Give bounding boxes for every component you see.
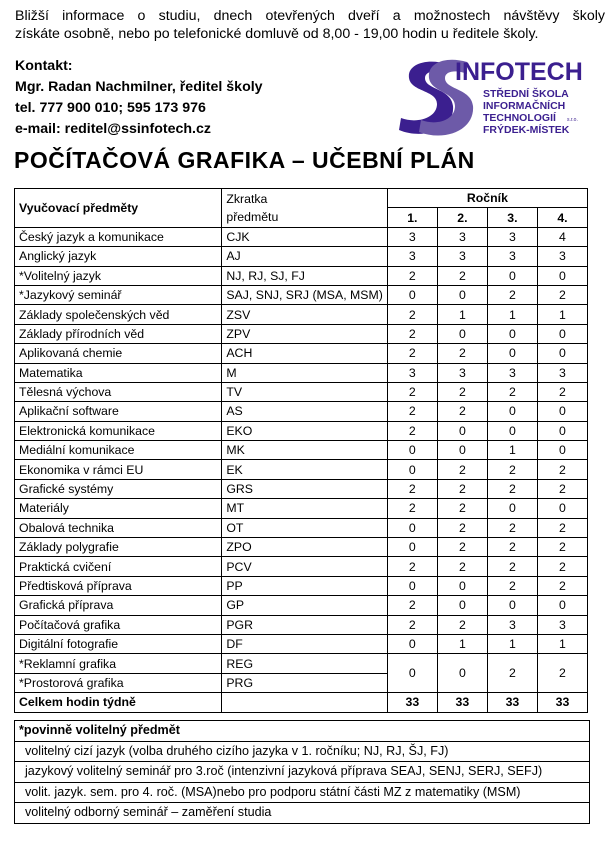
table-row (15, 596, 588, 615)
table-row (15, 324, 588, 343)
table-row (15, 576, 588, 595)
year-4-hours: 0 (537, 402, 587, 421)
year-4-hours: 2 (537, 460, 587, 479)
subject-name: *Prostorová grafika (15, 673, 222, 692)
page-title: POČÍTAČOVÁ GRAFIKA – UČEBNÍ PLÁN (14, 147, 475, 173)
subject-abbr: TV (222, 382, 387, 401)
year-1-hours: 2 (387, 479, 437, 498)
table-row (15, 266, 588, 285)
year-1-hours: 2 (387, 266, 437, 285)
subject-name: Digitální fotografie (15, 634, 222, 653)
table-row-merged-1 (15, 654, 588, 673)
subject-name: Základy společenských věd (15, 305, 222, 324)
subject-name: Matematika (15, 363, 222, 382)
subject-name: Materiály (15, 499, 222, 518)
subject-name: Základy přírodních věd (15, 324, 222, 343)
subject-abbr: GP (222, 596, 387, 615)
logo-suffix: s.r.o. (567, 117, 578, 123)
year-2-hours: 0 (437, 421, 487, 440)
year-2-hours: 2 (437, 499, 487, 518)
year-3-hours: 2 (487, 285, 537, 304)
curriculum-table (14, 188, 588, 713)
table-row (15, 557, 588, 576)
subject-abbr: ZSV (222, 305, 387, 324)
year-4-hours: 0 (537, 324, 587, 343)
year-2-hours: 2 (437, 382, 487, 401)
table-header-row (15, 189, 588, 208)
header-abbr-line-1: Zkratka (226, 191, 268, 206)
total-year-4: 33 (537, 693, 587, 712)
table-row (15, 421, 588, 440)
subject-name: *Reklamní grafika (15, 654, 222, 673)
table-row (15, 363, 588, 382)
year-4-hours: 2 (537, 557, 587, 576)
table-row (15, 285, 588, 304)
logo-brand: INFOTECH (455, 58, 583, 86)
table-row (15, 518, 588, 537)
year-4-hours: 0 (537, 344, 587, 363)
subject-abbr: ACH (222, 344, 387, 363)
year-4-hours: 4 (537, 227, 587, 246)
year-1-hours: 2 (387, 596, 437, 615)
year-3-hours: 1 (487, 634, 537, 653)
subject-abbr: NJ, RJ, SJ, FJ (222, 266, 387, 285)
table-row (15, 382, 588, 401)
subject-name: Anglický jazyk (15, 247, 222, 266)
year-1-hours: 2 (387, 344, 437, 363)
header-year-4: 4. (537, 208, 587, 227)
subject-name: Grafická příprava (15, 596, 222, 615)
year-3-hours: 2 (487, 557, 537, 576)
subject-name: Základy polygrafie (15, 538, 222, 557)
year-2-hours: 0 (437, 654, 487, 693)
contact-email: e-mail: reditel@ssinfotech.cz (15, 121, 211, 137)
year-3-hours: 0 (487, 266, 537, 285)
year-4-hours: 2 (537, 382, 587, 401)
year-1-hours: 2 (387, 557, 437, 576)
year-1-hours: 2 (387, 324, 437, 343)
year-2-hours: 2 (437, 557, 487, 576)
table-row (15, 460, 588, 479)
year-2-hours: 3 (437, 227, 487, 246)
year-2-hours: 2 (437, 266, 487, 285)
intro-line-1: Bližší informace o studiu, dnech otevřených dveří a možnostech návštěvy školy (15, 8, 605, 24)
subject-name: Obalová technika (15, 518, 222, 537)
logo-line-4: FRÝDEK-MÍSTEK (483, 124, 570, 136)
subject-name: Grafické systémy (15, 479, 222, 498)
subject-name: Počítačová grafika (15, 615, 222, 634)
year-1-hours: 2 (387, 421, 437, 440)
subject-name: Elektronická komunikace (15, 421, 222, 440)
year-3-hours: 0 (487, 402, 537, 421)
table-row (15, 499, 588, 518)
subject-abbr: DF (222, 634, 387, 653)
year-2-hours: 2 (437, 460, 487, 479)
subject-abbr: PCV (222, 557, 387, 576)
year-3-hours: 2 (487, 479, 537, 498)
header-subject: Vyučovací předměty (15, 189, 222, 228)
year-1-hours: 3 (387, 247, 437, 266)
year-2-hours: 1 (437, 634, 487, 653)
year-2-hours: 2 (437, 538, 487, 557)
year-1-hours: 0 (387, 654, 437, 693)
intro-text (15, 7, 605, 43)
year-1-hours: 2 (387, 305, 437, 324)
year-3-hours: 2 (487, 654, 537, 693)
contact-phone: tel. 777 900 010; 595 173 976 (15, 100, 206, 116)
subject-abbr: SAJ, SNJ, SRJ (MSA, MSM) (222, 285, 387, 304)
header-year-1: 1. (387, 208, 437, 227)
year-3-hours: 0 (487, 596, 537, 615)
subject-abbr: MT (222, 499, 387, 518)
year-4-hours: 0 (537, 499, 587, 518)
year-4-hours: 2 (537, 654, 587, 693)
total-abbr-empty (222, 693, 387, 712)
table-row (15, 634, 588, 653)
table-total-row (15, 693, 588, 712)
year-4-hours: 1 (537, 634, 587, 653)
header-year-group: Ročník (387, 189, 587, 208)
year-1-hours: 0 (387, 460, 437, 479)
note-line: volit. jazyk. sem. pro 4. roč. (MSA)nebo pro podporu státní části MZ z matematiky (MSM) (15, 783, 589, 804)
subject-name: Mediální komunikace (15, 441, 222, 460)
table-row (15, 402, 588, 421)
year-1-hours: 0 (387, 576, 437, 595)
year-1-hours: 3 (387, 227, 437, 246)
year-4-hours: 0 (537, 441, 587, 460)
year-1-hours: 3 (387, 363, 437, 382)
year-2-hours: 2 (437, 518, 487, 537)
year-1-hours: 2 (387, 615, 437, 634)
year-3-hours: 0 (487, 324, 537, 343)
year-3-hours: 0 (487, 499, 537, 518)
subject-abbr: REG (222, 654, 387, 673)
subject-name: Aplikační software (15, 402, 222, 421)
year-1-hours: 2 (387, 499, 437, 518)
intro-line-2: získáte osobně, nebo po telefonické domluvě od 8,00 - 19,00 hodin u ředitele školy. (15, 26, 539, 42)
note-line: volitelný odborný seminář – zaměření studia (15, 803, 589, 824)
subject-abbr: CJK (222, 227, 387, 246)
year-2-hours: 2 (437, 402, 487, 421)
year-2-hours: 2 (437, 479, 487, 498)
logo-line-3: TECHNOLOGIÍ (483, 112, 556, 124)
year-3-hours: 3 (487, 363, 537, 382)
year-3-hours: 1 (487, 305, 537, 324)
subject-name: Tělesná výchova (15, 382, 222, 401)
year-4-hours: 2 (537, 538, 587, 557)
subject-name: Český jazyk a komunikace (15, 227, 222, 246)
year-3-hours: 3 (487, 227, 537, 246)
year-1-hours: 2 (387, 402, 437, 421)
subject-abbr: AS (222, 402, 387, 421)
note-line: volitelný cizí jazyk (volba druhého cizího jazyka v 1. ročníku; NJ, RJ, ŠJ, FJ) (15, 742, 589, 763)
logo-line-1: STŘEDNÍ ŠKOLA (483, 88, 569, 100)
subject-abbr: ZPV (222, 324, 387, 343)
table-row (15, 538, 588, 557)
year-4-hours: 0 (537, 266, 587, 285)
header-year-3: 3. (487, 208, 537, 227)
school-logo (397, 50, 602, 143)
logo-line-2: INFORMAČNÍCH (483, 100, 566, 112)
subject-abbr: PGR (222, 615, 387, 634)
header-abbr-line-2: předmětu (226, 209, 279, 224)
subject-name: Ekonomika v rámci EU (15, 460, 222, 479)
year-3-hours: 2 (487, 382, 537, 401)
year-3-hours: 2 (487, 538, 537, 557)
note-line: jazykový volitelný seminář pro 3.roč (intenzivní jazyková příprava SEAJ, SENJ, SERJ, SEFJ) (15, 762, 589, 783)
year-4-hours: 2 (537, 479, 587, 498)
year-2-hours: 0 (437, 576, 487, 595)
note-line: *povinně volitelný předmět (15, 721, 589, 742)
subject-name: *Volitelný jazyk (15, 266, 222, 285)
subject-abbr: MK (222, 441, 387, 460)
year-4-hours: 2 (537, 518, 587, 537)
year-1-hours: 0 (387, 441, 437, 460)
year-4-hours: 1 (537, 305, 587, 324)
year-2-hours: 0 (437, 324, 487, 343)
total-label: Celkem hodin týdně (15, 693, 222, 712)
year-2-hours: 0 (437, 285, 487, 304)
year-4-hours: 0 (537, 596, 587, 615)
table-row (15, 615, 588, 634)
year-3-hours: 0 (487, 344, 537, 363)
year-2-hours: 0 (437, 596, 487, 615)
total-year-2: 33 (437, 693, 487, 712)
subject-abbr: GRS (222, 479, 387, 498)
year-4-hours: 3 (537, 615, 587, 634)
table-row (15, 344, 588, 363)
subject-abbr: OT (222, 518, 387, 537)
subject-name: Praktická cvičení (15, 557, 222, 576)
subject-name: Aplikovaná chemie (15, 344, 222, 363)
year-3-hours: 0 (487, 421, 537, 440)
table-row (15, 227, 588, 246)
header-abbreviation (222, 189, 387, 228)
year-1-hours: 0 (387, 634, 437, 653)
subject-abbr: ZPO (222, 538, 387, 557)
year-4-hours: 2 (537, 576, 587, 595)
table-row (15, 247, 588, 266)
year-3-hours: 2 (487, 576, 537, 595)
year-4-hours: 0 (537, 421, 587, 440)
year-2-hours: 2 (437, 344, 487, 363)
year-1-hours: 0 (387, 538, 437, 557)
subject-abbr: PP (222, 576, 387, 595)
subject-name: *Jazykový seminář (15, 285, 222, 304)
year-3-hours: 3 (487, 615, 537, 634)
year-1-hours: 2 (387, 382, 437, 401)
year-3-hours: 2 (487, 460, 537, 479)
year-3-hours: 2 (487, 518, 537, 537)
table-row (15, 479, 588, 498)
year-2-hours: 1 (437, 305, 487, 324)
year-4-hours: 3 (537, 247, 587, 266)
year-1-hours: 0 (387, 285, 437, 304)
notes-section (14, 720, 590, 824)
year-1-hours: 0 (387, 518, 437, 537)
subject-abbr: EK (222, 460, 387, 479)
subject-name: Předtisková příprava (15, 576, 222, 595)
subject-abbr: PRG (222, 673, 387, 692)
year-2-hours: 2 (437, 615, 487, 634)
year-3-hours: 3 (487, 247, 537, 266)
year-3-hours: 1 (487, 441, 537, 460)
total-year-1: 33 (387, 693, 437, 712)
total-year-3: 33 (487, 693, 537, 712)
subject-abbr: EKO (222, 421, 387, 440)
table-row (15, 305, 588, 324)
contact-block (15, 56, 263, 140)
contact-heading: Kontakt: (15, 58, 73, 74)
contact-name: Mgr. Radan Nachmilner, ředitel školy (15, 79, 263, 95)
table-row (15, 441, 588, 460)
header-year-2: 2. (437, 208, 487, 227)
subject-abbr: AJ (222, 247, 387, 266)
year-2-hours: 0 (437, 441, 487, 460)
subject-abbr: M (222, 363, 387, 382)
year-4-hours: 3 (537, 363, 587, 382)
year-2-hours: 3 (437, 363, 487, 382)
year-4-hours: 2 (537, 285, 587, 304)
year-2-hours: 3 (437, 247, 487, 266)
